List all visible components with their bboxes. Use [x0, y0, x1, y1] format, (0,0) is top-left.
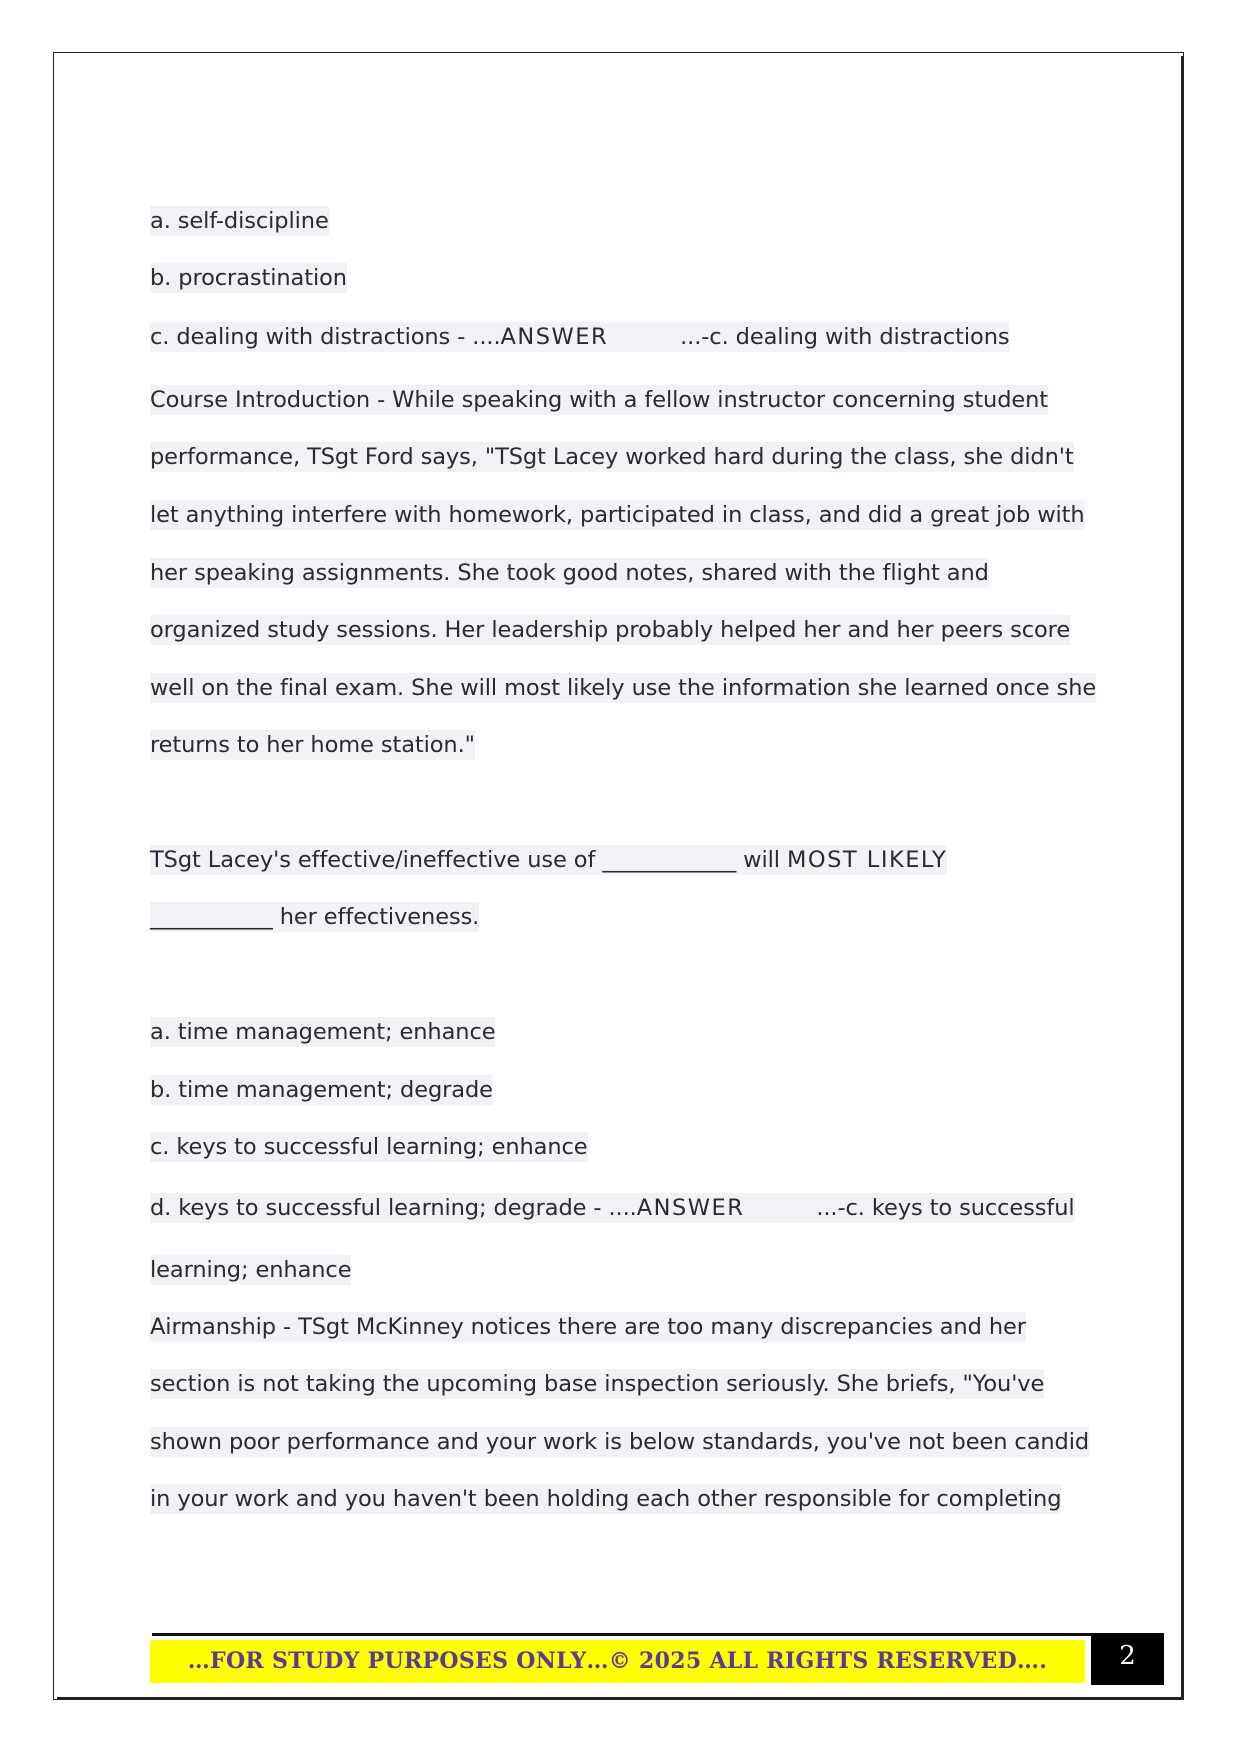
question-prompt-line-2: ___________ her effectiveness. [150, 904, 480, 930]
answer-text: ...-c. dealing with distractions [680, 324, 1010, 350]
prompt-text: TSgt Lacey's effective/ineffective use of ____________ will [150, 847, 787, 873]
stem-line: Course Introduction - While speaking with a fellow instructor concerning student [150, 387, 1049, 413]
stem-line: performance, TSgt Ford says, "TSgt Lacey worked hard during the class, she didn't [150, 444, 1074, 470]
answer-text-continued: learning; enhance [150, 1257, 352, 1283]
prev-option-b: b. procrastination [150, 265, 347, 291]
footer-rule [152, 1633, 1092, 1636]
answer-text: ...-c. keys to successful [816, 1195, 1075, 1221]
option-d-answer [150, 1193, 1075, 1223]
question-prompt-line-1 [150, 845, 947, 875]
stem-line: her speaking assignments. She took good notes, shared with the flight and [150, 560, 989, 586]
answer-label: ANSWER [636, 1195, 745, 1221]
answer-gap [608, 324, 680, 352]
airmanship-stem-line: shown poor performance and your work is below standards, you've not been candid [150, 1429, 1090, 1455]
stem-line: well on the final exam. She will most likely use the information she learned once she [150, 675, 1097, 701]
answer-label: ANSWER [500, 324, 609, 350]
prev-option-a: a. self-discipline [150, 208, 329, 234]
option-b: b. time management; degrade [150, 1077, 493, 1103]
option-d: d. keys to successful learning; degrade - .... [150, 1195, 637, 1221]
footer-notice: …FOR STUDY PURPOSES ONLY…© 2025 ALL RIGHTS RESERVED…. [150, 1640, 1085, 1683]
option-a: a. time management; enhance [150, 1019, 496, 1045]
prev-option-c-answer [150, 322, 1009, 352]
stem-line: returns to her home station." [150, 732, 475, 758]
answer-gap [744, 1195, 816, 1223]
prev-option-c: c. dealing with distractions - .... [150, 324, 501, 350]
stem-line: let anything interfere with homework, participated in class, and did a great job with [150, 502, 1085, 528]
airmanship-stem-line: Airmanship - TSgt McKinney notices there are too many discrepancies and her [150, 1314, 1026, 1340]
option-c: c. keys to successful learning; enhance [150, 1134, 588, 1160]
stem-line: organized study sessions. Her leadership probably helped her and her peers score [150, 617, 1071, 643]
page-number: 2 [1091, 1633, 1164, 1685]
airmanship-stem-line: in your work and you haven't been holding each other responsible for completing [150, 1486, 1062, 1512]
airmanship-stem-line: section is not taking the upcoming base inspection seriously. She briefs, "You've [150, 1371, 1045, 1397]
prompt-caps: MOST LIKELY [786, 847, 948, 873]
